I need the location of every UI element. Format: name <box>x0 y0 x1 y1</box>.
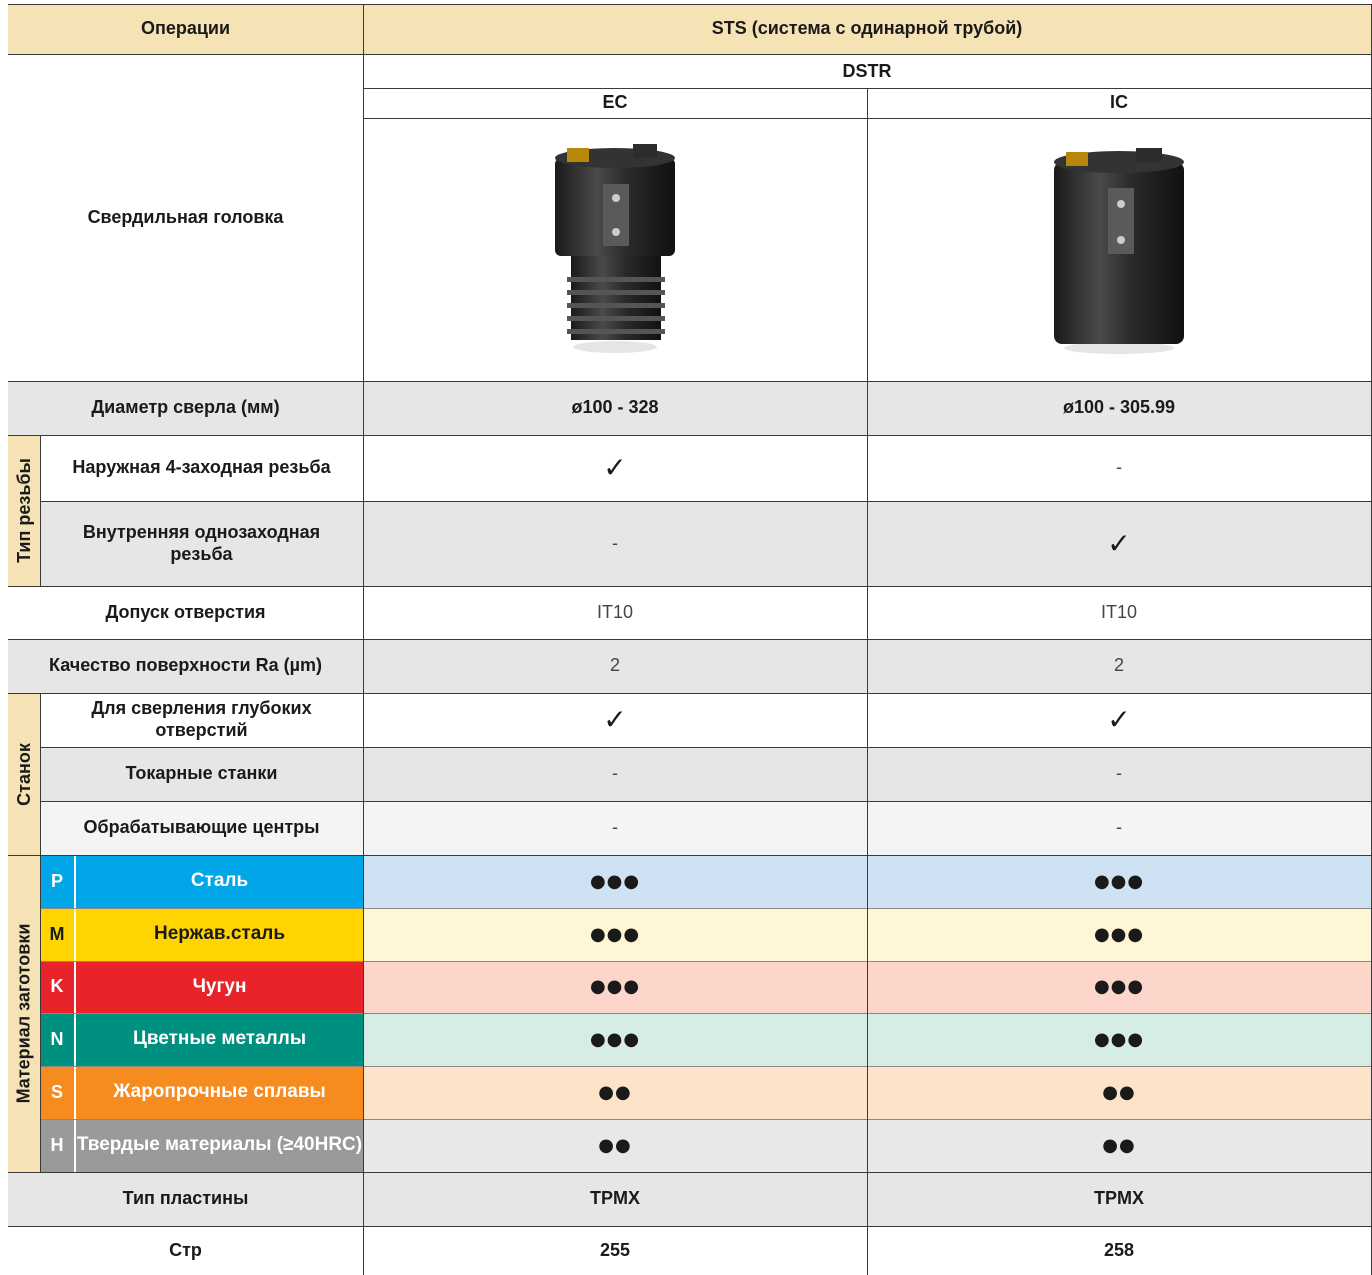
lathe-ic: - <box>1116 763 1122 784</box>
diameter-label: Диаметр сверла (мм) <box>91 397 280 418</box>
page-ref-ec: 255 <box>599 1239 631 1260</box>
material-rating-ec: ●● <box>598 1081 632 1103</box>
material-name: Цветные металлы <box>76 1013 363 1066</box>
rule <box>8 855 1371 856</box>
material-rating-ec: ●●● <box>589 976 641 998</box>
insert-label: Тип пластины <box>122 1188 249 1209</box>
internal-thread-ic: ✓ <box>1107 526 1131 560</box>
material-letter: N <box>40 1013 75 1066</box>
deep-drilling-ic: ✓ <box>1107 703 1131 737</box>
material-letter: H <box>40 1119 75 1172</box>
material-name: Нержав.сталь <box>76 908 363 961</box>
header-ec: EC <box>602 92 628 113</box>
page-ref-ic: 258 <box>1103 1239 1135 1260</box>
rule <box>8 693 1371 694</box>
rule <box>8 435 1371 436</box>
material-letter: M <box>40 908 75 961</box>
thread-type-group-label: Тип резьбы <box>13 458 34 563</box>
internal-thread-label: Внутренняя однозаходная резьба <box>82 521 321 564</box>
page-ref-label: Стр <box>169 1239 202 1260</box>
material-rating-ic: ●●● <box>1093 976 1145 998</box>
rule <box>40 747 1371 748</box>
ec-drill-head-image <box>363 118 867 381</box>
deep-drilling-label: Для сверления глубоких отверстий <box>91 698 312 740</box>
rule <box>40 1119 1371 1120</box>
rule <box>40 435 41 586</box>
material-rating-ic: ●●● <box>1093 870 1145 892</box>
rule <box>40 1066 1371 1067</box>
material-rating-ic: ●●● <box>1093 1028 1145 1050</box>
lathe-label: Токарные станки <box>125 763 278 784</box>
material-rating-ec: ●● <box>598 1134 632 1156</box>
material-rating-ic: ●●● <box>1093 923 1145 945</box>
rule <box>363 4 364 1275</box>
surface-ic: 2 <box>1113 655 1124 676</box>
rule <box>40 801 1371 802</box>
material-name: Чугун <box>76 961 363 1013</box>
rule <box>8 586 1371 587</box>
insert-ic: TPMX <box>1093 1188 1144 1209</box>
rule <box>8 639 1371 640</box>
tolerance-ic: IT10 <box>1100 601 1138 622</box>
header-system: STS (система с одинарной трубой) <box>711 18 1023 39</box>
centers-ic: - <box>1116 817 1122 838</box>
drill-head-label: Свердильная головка <box>87 206 284 227</box>
header-operations: Операции <box>140 18 231 39</box>
external-thread-label: Наружная 4-заходная резьба <box>72 457 331 478</box>
material-rating-ic: ●● <box>1102 1081 1136 1103</box>
material-rating-ec: ●●● <box>589 1028 641 1050</box>
internal-thread-ec: - <box>612 532 618 553</box>
lathe-ec: - <box>612 763 618 784</box>
header-dstr: DSTR <box>842 61 892 82</box>
rule <box>867 88 868 1275</box>
material-name: Сталь <box>76 855 363 908</box>
diameter-ec: ø100 - 328 <box>571 397 659 418</box>
tolerance-label: Допуск отверстия <box>105 601 266 622</box>
machine-group-label: Станок <box>13 742 34 806</box>
diameter-ic: ø100 - 305.99 <box>1062 397 1176 418</box>
deep-drilling-ec: ✓ <box>603 703 627 737</box>
material-rating-ic: ●● <box>1102 1134 1136 1156</box>
rule <box>8 4 1371 5</box>
material-group-label: Материал заготовки <box>13 923 34 1104</box>
material-letter: K <box>40 961 75 1013</box>
centers-label: Обрабатывающие центры <box>83 817 320 838</box>
rule <box>40 501 1371 502</box>
material-letter: S <box>40 1066 75 1119</box>
material-rating-ec: ●●● <box>589 870 641 892</box>
rule <box>40 693 41 1172</box>
tolerance-ec: IT10 <box>596 601 634 622</box>
material-name: Твердые материалы (≥40HRC) <box>76 1119 363 1172</box>
rule <box>8 1172 1371 1173</box>
surface-ec: 2 <box>609 655 620 676</box>
surface-label: Качество поверхности Ra (µm) <box>48 655 322 676</box>
material-name: Жаропрочные сплавы <box>76 1066 363 1119</box>
rule <box>40 961 1371 962</box>
ic-drill-head-image <box>867 118 1371 381</box>
external-thread-ec: ✓ <box>603 451 627 485</box>
rule <box>40 1013 1371 1014</box>
centers-ec: - <box>612 817 618 838</box>
rule <box>8 54 1371 55</box>
rule <box>8 381 1371 382</box>
rule <box>40 908 1371 909</box>
external-thread-ic: - <box>1116 457 1122 478</box>
header-ic: IC <box>1110 92 1128 113</box>
insert-ec: TPMX <box>589 1188 640 1209</box>
material-rating-ec: ●●● <box>589 923 641 945</box>
rule <box>8 1226 1371 1227</box>
material-letter: P <box>40 855 75 908</box>
